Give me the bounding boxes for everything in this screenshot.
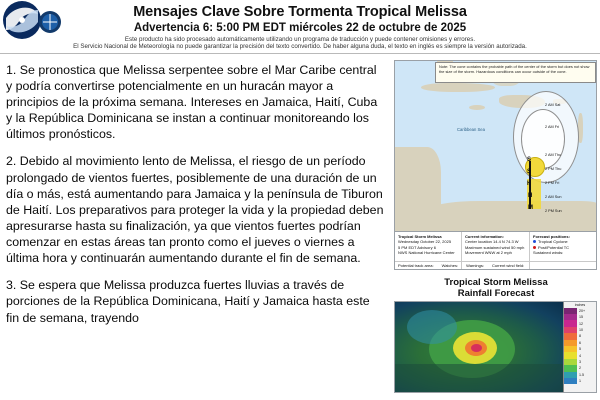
- graphics-column: [394, 56, 600, 400]
- scale-label: 4: [579, 353, 581, 358]
- rain-blob-red: [471, 344, 482, 352]
- watches-label: Watches:: [441, 262, 459, 268]
- key-message-1: 1. Se pronostica que Melissa serpentee sobre el Mar Caribe central y podría convertirse potencialmente en un huracán mayor a principios de la próxima semana. Intereses en Jamaica, Haití, Cuba y la República Dominicana se instan a continuar monitoreando los últimos pronósticos.: [6, 62, 378, 142]
- rain-coastline: [395, 364, 565, 393]
- scale-label: 15: [579, 315, 583, 320]
- legend-tc-label: Tropical Cyclone: [538, 239, 568, 245]
- noaa-nws-logo: [2, 0, 62, 46]
- page-title: Mensajes Clave Sobre Tormenta Tropical Melissa: [133, 4, 467, 20]
- legend-advisory-date: Wednesday October 22, 2025: [398, 239, 452, 245]
- storm-symbol-m-1: M: [528, 204, 533, 211]
- position-label-6: 2 AM Sun: [545, 194, 562, 199]
- legend-forecast-title: Forecast positions:: [533, 233, 570, 239]
- machine-translation-note: Este producto ha sido procesado automáticamente utilizando un programa de traducción y puede contener omisiones y errores.: [124, 35, 476, 43]
- legend-center-location: Center location 14.4 N 74.3 W: [465, 239, 519, 245]
- post-potential-tc-dot-icon: [533, 246, 536, 249]
- position-label-7: 2 PM Sun: [545, 208, 562, 213]
- scale-label: 8: [579, 334, 581, 339]
- rainfall-scale-title: inches: [574, 302, 586, 307]
- rainfall-color-scale: [563, 302, 596, 393]
- storm-symbol-s-1: S: [527, 156, 532, 163]
- legend-storm-name: Tropical Storm Melissa: [398, 233, 442, 239]
- forecast-map: [395, 61, 597, 231]
- scale-row: [564, 378, 596, 384]
- scale-label: 1.5: [579, 372, 584, 377]
- warnings-label: Warnings:: [466, 262, 484, 268]
- key-messages-column: [0, 56, 394, 400]
- position-label-5: 2 PM Fri: [545, 180, 560, 185]
- graphic-footer-row: [395, 261, 597, 269]
- scale-label: 6: [579, 340, 581, 345]
- rainfall-forecast-graphic[interactable]: [394, 301, 597, 393]
- document-header: [0, 0, 600, 56]
- position-label-4: 2 PM Thu: [545, 166, 562, 171]
- tropical-cyclone-dot-icon: [533, 240, 536, 243]
- forecast-cone-graphic[interactable]: [394, 60, 597, 270]
- landmass-south-america: [429, 201, 597, 231]
- landmass-jamaica: [469, 105, 485, 110]
- scale-label: 2: [579, 366, 581, 371]
- storm-symbol-s-2: S: [527, 168, 532, 175]
- legend-agency: NWS National Hurricane Center: [398, 250, 455, 256]
- scale-label: 5: [579, 347, 581, 352]
- scale-label: 12: [579, 321, 583, 326]
- advisory-subtitle: Advertencia 6: 5:00 PM EDT miércoles 22 de octubre de 2025: [133, 21, 467, 34]
- legend-max-wind: Maximum sustained wind 50 mph: [465, 244, 525, 250]
- rainfall-title-line1: Tropical Storm Melissa: [444, 276, 548, 288]
- position-label-1: 2 AM Sat: [545, 102, 561, 107]
- rainfall-map: [395, 302, 565, 393]
- storm-symbol-h-1: H: [527, 180, 532, 187]
- document-body: [0, 56, 600, 400]
- current-wind-field-label: Current wind field:: [491, 262, 525, 268]
- scale-label: 1: [579, 379, 581, 384]
- storm-symbol-h-2: H: [528, 192, 533, 199]
- key-message-2: 2. Debido al movimiento lento de Melissa, el riesgo de un período prolongado de vientos fuertes, posiblemente de una duración de un día o más, está aumentando para Jamaica y la península de Tiburon de Haití. Los preparativos para proteger la vida y la propiedad deben apresurarse hasta su finalización, ya que vientos fuertes podrían comenzar en estas áreas tan pronto como el jueves o viernes a última hora y continuarán aumentando durante el fin de semana.: [6, 154, 384, 266]
- header-divider: [0, 53, 600, 54]
- key-message-3: 3. Se espera que Melissa produzca fuertes lluvias a través de porciones de la República Dominicana, Haití y Jamaica hasta este fin de semana, trayendo: [6, 278, 370, 325]
- position-label-2: 2 AM Fri: [545, 124, 560, 129]
- rainfall-title-line2: Rainfall Forecast: [457, 288, 535, 300]
- legend-current-title: Current information:: [465, 233, 504, 239]
- rain-blob-teal: [407, 310, 457, 344]
- scale-label: 20+: [579, 308, 586, 313]
- legend-advisory-time: 5 PM EDT Advisory 6: [398, 244, 436, 250]
- legend-sustained-title: Sustained winds:: [533, 250, 564, 256]
- potential-track-area-label: Potential track area:: [398, 262, 434, 268]
- cone-disclaimer-note: Note: The cone contains the probable path of the center of the storm but does not show the size of the storm. Hazardous conditions can occur outside of the cone.: [435, 62, 596, 83]
- legend-movement: Movement WNW at 2 mph: [465, 250, 512, 256]
- legend-ptc-label: Post/Potential TC: [538, 244, 570, 250]
- rainfall-title: [394, 277, 598, 300]
- scale-label: 10: [579, 328, 583, 332]
- position-label-3: 2 AM Thu: [545, 152, 562, 157]
- scale-label: 3: [579, 359, 581, 364]
- translation-disclaimer: El Servicio Nacional de Meteorología no puede garantizar la precisión del texto convertido. De haber alguna duda, el texto en inglés es siempre la versión autorizada.: [73, 43, 527, 51]
- landmass-cuba: [421, 83, 495, 92]
- sea-label: Caribbean Sea: [457, 126, 485, 132]
